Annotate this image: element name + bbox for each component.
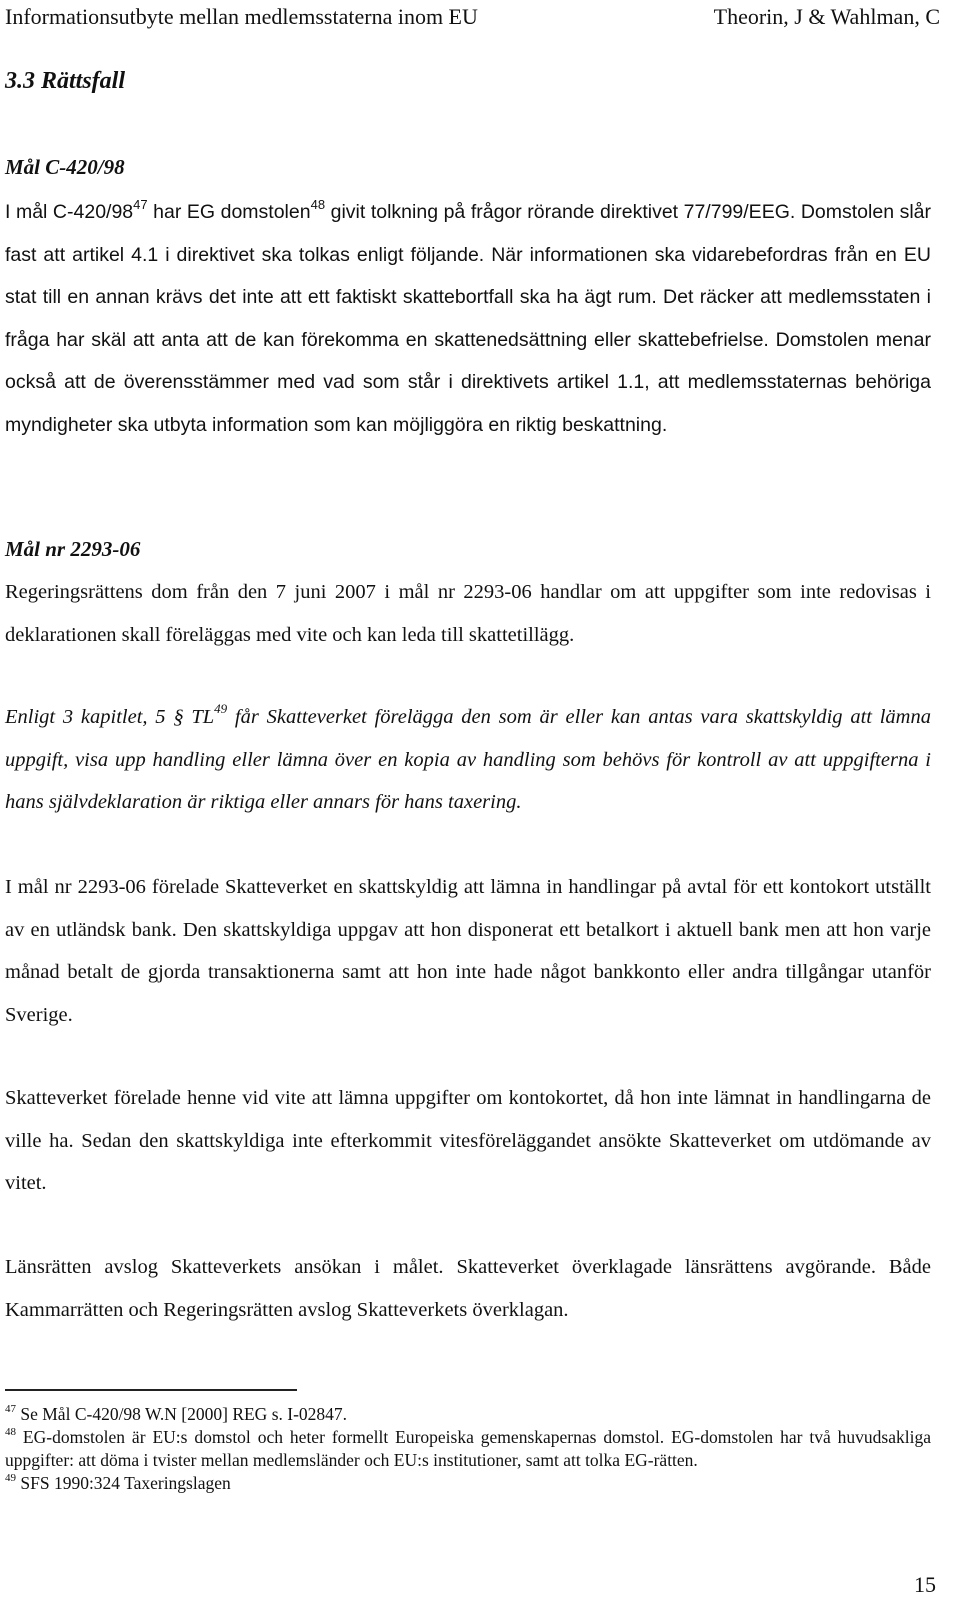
case-2293-outcome-paragraph: Länsrätten avslog Skatteverkets ansökan i målet. Skatteverket överklagade länsrättens avgörande. Både Kammarrätten och Regeringsrätten avslog Skatteverkets överklagan. <box>5 1256 931 1321</box>
footnote-48: $^{48}$ EG-domstolen är EU:s domstol och heter formellt Europeiska gemenskapernas domstol. EG-domstolen har två huvudsakliga uppgifter: att döma i tvister mellan medlemsländer och EU:s institutioner, samt att tolka EG-rätten. <box>5 1426 931 1470</box>
footnote-ref-49: 49 <box>214 701 228 717</box>
case-2293-facts-paragraph: I mål nr 2293-06 förelade Skatteverket en skattskyldig att lämna in handlingar på avtal för ett kontokort utställt av en utländsk bank. Den skattskyldiga uppgav att hon disponerat ett betalkort i aktuell bank men att hon varje månad betalt de gjorda transaktionerna samt att hon inte hade något bankkonto eller andra tillgångar utanför Sverige. <box>5 876 931 1026</box>
case-title-c420: Mål C-420/98 <box>5 155 125 179</box>
case-c420-paragraph: I mål $C-420/98^{47}$ har EG domstolen$^{48}$ givit tolkning på frågor rörande direktivet 77/799/EEG. Domstolen slår fast att artikel 4.1 i direktivet ska tolkas enligt följande. När informationen ska vidarebefordras från en EU stat till en annan krävs det inte att ett faktiskt skattebortfall ska ha ägt rum. Det räcker att medlemsstaten i fråga har skäl att anta att de kan förekomma en skattenedsättning eller skattebefrielse. Domstolen menar också att de överensstämmer med vad som står i direktivets artikel 1.1, att medlemsstaternas behöriga myndigheter ska utbyta information som kan möjliggöra en riktig beskattning. <box>5 196 931 436</box>
section-title: 3.3 Rättsfall <box>5 68 126 94</box>
footnote-ref-48: 48 <box>310 196 326 212</box>
law-quote-paragraph: Enligt 3 kapitlet, 5 § TL$^{49}$ får Skatteverket förelägga den som är eller kan antas vara skattskyldig att lämna uppgift, visa upp handling eller lämna över en kopia av handling som behövs för kontroll av att uppgifterna i hans självdeklaration är riktiga eller annars för hans taxering. <box>5 701 931 813</box>
case-2293-intro-paragraph: Regeringsrättens dom från den 7 juni 2007 i mål nr 2293-06 handlar om att uppgifter som inte redovisas i deklarationen skall föreläggas med vite och kan leda till skattetillägg. <box>5 581 931 646</box>
header-authors: Theorin, J & Wahlman, C <box>713 4 940 29</box>
footnote-ref-47: 47 <box>133 196 148 212</box>
page-number: 15 <box>914 1572 936 1597</box>
footnotes <box>5 1403 931 1495</box>
case-2293-fine-paragraph: Skatteverket förelade henne vid vite att lämna uppgifter om kontokortet, då hon inte lämnat in handlingarna de ville ha. Sedan den skattskyldiga inte efterkommit vitesföreläggandet ansökte Skatteverket om utdömande av vitet. <box>5 1087 931 1194</box>
footnote-49: $^{49}$ SFS 1990:324 Taxeringslagen <box>5 1472 231 1493</box>
footnote-47: $^{47}$ Se Mål C-420/98 W.N [2000] REG s. I-02847. <box>5 1403 348 1424</box>
footnote-separator <box>5 1389 297 1391</box>
page-header <box>5 2 940 32</box>
case-title-2293: Mål nr 2293-06 <box>5 537 141 561</box>
header-title: Informationsutbyte mellan medlemsstaterna inom EU <box>5 4 478 29</box>
